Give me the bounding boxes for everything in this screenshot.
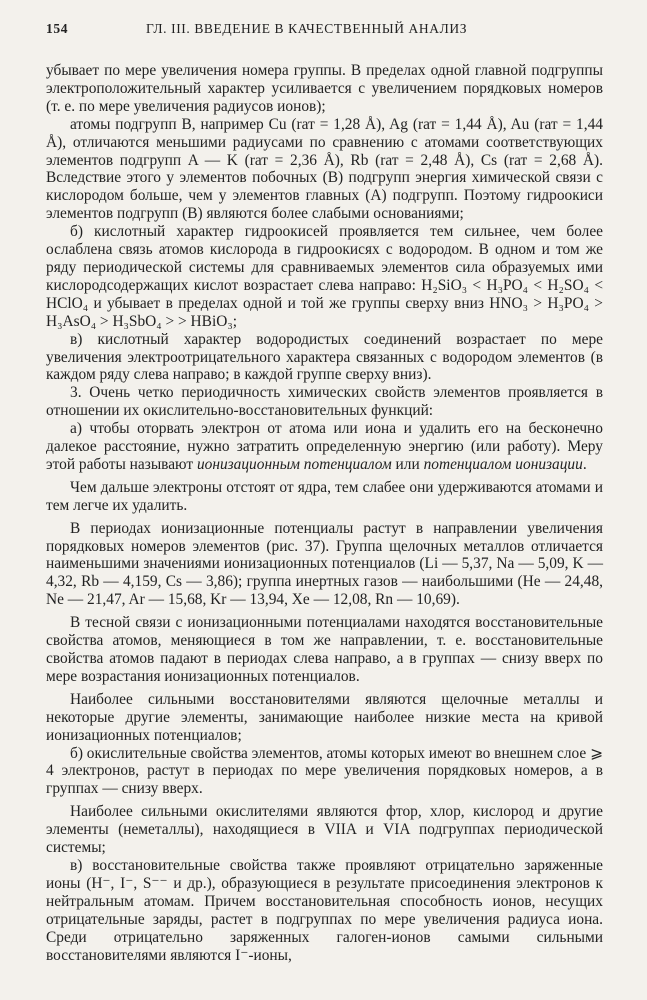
paragraph: б) окислительные свойства элементов, атомы которых имеют во внешнем слое ⩾ 4 электронов, растут в периодах по мере увеличения порядковых номеров, а в группах — снизу вверх. <box>46 744 603 798</box>
paragraph: атомы подгрупп B, например Cu (rат = 1,28 Å), Ag (rат = 1,44 Å), Au (rат = 1,44 Å), отличаются меньшими радиусами по сравнению с атомами соответствующих элементов подгрупп A — K (rат = 2,36 Å), Rb (rат = 2,48 Å), Cs (rат = 2,68 Å). Вследствие этого у элементов побочных (B) подгрупп энергия химической связи с кислородом больше, чем у элементов главных (A) подгрупп. Поэтому гидроокиси элементов подгрупп (B) являются более слабыми основаниями; <box>46 115 603 223</box>
emphasis-term: ионизационным потенциалом <box>196 455 392 473</box>
paragraph: Наиболее сильными окислителями являются фтор, хлор, кислород и другие элементы (неметаллы), находящиеся в VIIA и VIA подгруппах периодической системы; <box>46 803 603 857</box>
page-number: 154 <box>46 21 69 36</box>
paragraph: б) кислотный характер гидроокисей проявляется тем сильнее, чем более ослаблена связь атомов кислорода в гидроокисях с водородом. В одном и том же ряду периодической системы для сравниваемых элементов сила образуемых ими кислородсодержащих кислот возрастает слева направо: H₂SiO₃ < H₃PO₄ < H₂SO₄ < HClO₄ и убывает в пределах одной и той же группы сверху вниз HNO₃ > H₃PO₄ > H₃AsO₄ > H₃SbO₄ > > HBiO₃; <box>46 223 603 330</box>
paragraph: в) восстановительные свойства также проявляют отрицательно заряженные ионы (H⁻, I⁻, S⁻⁻ и др.), образующиеся в результате присоединения электронов к нейтральным атомам. Причем восстановительная способность ионов, несущих отрицательные заряды, растет в подгруппах по мере увеличения радиуса иона. Среди отрицательно заряженных галоген-ионов самыми сильными восстановителями являются I⁻-ионы, <box>46 856 603 964</box>
emphasis-end: . <box>582 455 587 473</box>
paragraph-with-emphasis <box>46 420 603 474</box>
page-body <box>46 62 603 964</box>
paragraph: В тесной связи с ионизационными потенциалами находятся восстановительные свойства атомов, меняющиеся в том же направлении, т. е. восстановительные свойства атомов падают в периодах слева направо, а в группах — снизу вверх по мере возрастания ионизационных потенциалов. <box>46 614 603 685</box>
paragraph: В периодах ионизационные потенциалы растут в направлении увеличения порядковых номеров элементов (рис. 37). Группа щелочных металлов отличается наименьшими значениями ионизационных потенциалов (Li — 5,37, Na — 5,09, K — 4,32, Rb — 4,159, Cs — 3,86); группа инертных газов — наибольшими (He — 24,48, Ne — 21,47, Ar — 15,68, Kr — 13,94, Xe — 12,08, Rn — 10,69). <box>46 519 603 609</box>
paragraph: Наиболее сильными восстановителями являются щелочные металлы и некоторые другие элементы, занимающие наиболее низкие места на кривой ионизационных потенциалов; <box>46 690 603 744</box>
paragraph: Чем дальше электроны отстоят от ядра, тем слабее они удерживаются атомами и тем легче их удалить. <box>46 478 603 514</box>
paragraph-text: а) чтобы оторвать электрон от атома или иона и удалить его на бесконечно далекое расстояние, нужно затратить определенную энергию (или работу). Меру этой работы называют <box>46 420 603 473</box>
paragraph: 3. Очень четко периодичность химических свойств элементов проявляется в отношении их окислительно-восстановительных функций: <box>46 384 603 420</box>
page-header <box>46 21 597 43</box>
paragraph: в) кислотный характер водородистых соединений возрастает по мере увеличения электроотрицательного характера связанных с водородом элементов (в каждом ряду слева направо; в каждой группе сверху вниз). <box>46 330 603 384</box>
emphasis-connector: или <box>391 455 424 473</box>
paragraph: убывает по мере увеличения номера группы. В пределах одной главной подгруппы электроположительный характер усиливается с увеличением порядковых номеров (т. е. по мере увеличения радиусов ионов); <box>46 62 603 115</box>
running-title: ГЛ. III. ВВЕДЕНИЕ В КАЧЕСТВЕННЫЙ АНАЛИЗ <box>146 21 468 36</box>
emphasis-term: потенциалом ионизации <box>423 455 583 473</box>
